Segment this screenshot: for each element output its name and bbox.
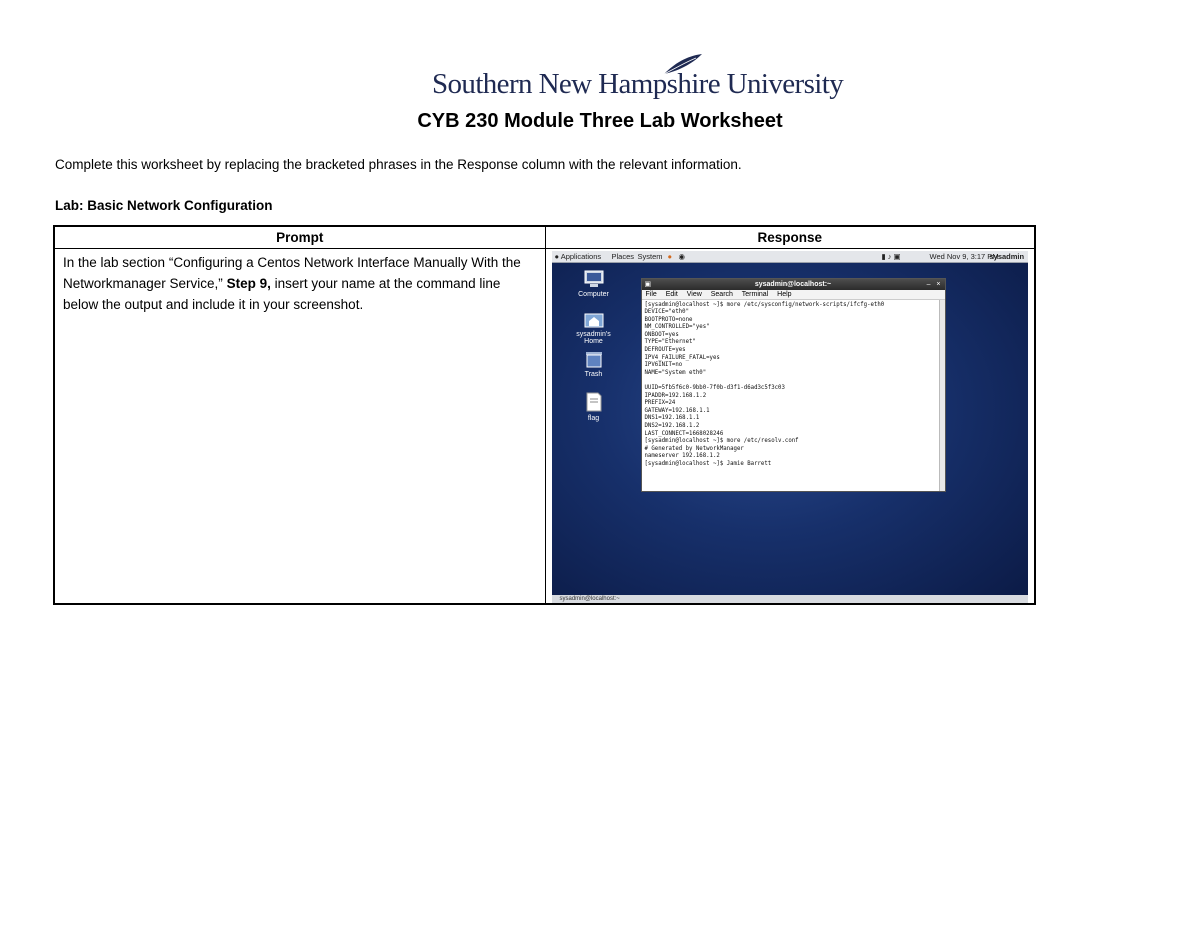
menu-edit: Edit	[665, 290, 678, 298]
desktop-icon-computer: Computer	[569, 269, 619, 298]
clock: Wed Nov 9, 3:17 PM	[929, 251, 999, 261]
top-panel	[552, 251, 1028, 263]
desktop-icon-flag: flag	[569, 391, 619, 422]
terminal-line: IPV6INIT=no	[644, 362, 683, 369]
terminal-icon: ▣	[644, 280, 652, 288]
terminal-line: [sysadmin@localhost ~]$ more /etc/sysconfig/network-scripts/ifcfg-eth0	[644, 301, 885, 308]
terminal-line: ONBOOT=yes	[644, 331, 679, 338]
lab-title: Lab: Basic Network Configuration	[55, 198, 273, 213]
close-icon: ×	[936, 280, 941, 288]
text-file-icon	[583, 391, 605, 413]
applications-menu: ● Applications	[554, 251, 602, 261]
help-icon: ◉	[678, 251, 686, 261]
prompt-cell	[54, 248, 545, 604]
terminal-line: nameserver 192.168.1.2	[644, 453, 720, 460]
trash-icon	[583, 349, 605, 369]
response-cell	[545, 248, 1035, 604]
leaf-icon	[660, 52, 704, 76]
terminal-line: GATEWAY=192.168.1.1	[644, 407, 710, 414]
instructions-text: Complete this worksheet by replacing the bracketed phrases in the Response column with the relevant information.	[55, 157, 742, 172]
terminal-output	[642, 300, 945, 471]
bottom-panel	[552, 595, 1028, 603]
terminal-line: DEVICE="eth0"	[644, 309, 690, 316]
terminal-line: LAST_CONNECT=1668028246	[644, 430, 724, 437]
terminal-line: NM_CONTROLLED="yes"	[644, 324, 710, 331]
terminal-line: UUID=5fb5f6c0-9bb0-7f0b-d3f1-d6ad3c5f3c03	[644, 385, 785, 392]
places-menu: Places	[611, 251, 635, 261]
user-name: sysadmin	[989, 251, 1025, 261]
computer-icon	[583, 269, 605, 289]
worksheet-table	[53, 225, 1036, 605]
terminal-scrollbar	[939, 300, 945, 491]
home-folder-icon	[583, 309, 605, 329]
menu-view: View	[686, 290, 702, 298]
prompt-text-end: insert your name at the command line below the output and include it in your screenshot.	[63, 275, 501, 312]
table-header-row	[54, 226, 1035, 248]
terminal-line: PREFIX=24	[644, 400, 676, 407]
terminal-window	[641, 278, 946, 492]
terminal-menubar	[642, 290, 945, 300]
menu-file: File	[645, 290, 657, 298]
page-title: CYB 230 Module Three Lab Worksheet	[417, 110, 783, 132]
menu-search: Search	[710, 290, 733, 298]
terminal-line: IPV4_FAILURE_FATAL=yes	[644, 354, 720, 361]
university-logo	[432, 52, 844, 104]
terminal-title: sysadmin@localhost:~	[754, 280, 832, 288]
desktop-icon-trash: Trash	[569, 349, 619, 378]
terminal-line: DNS2=192.168.1.2	[644, 423, 700, 429]
menu-help: Help	[777, 290, 792, 298]
terminal-line	[645, 377, 942, 385]
prompt-text-start: In the lab section “Configuring a Centos Network Interface Manually With the Networkmanager Service,”	[63, 254, 521, 291]
terminal-line: NAME="System eth0"	[644, 369, 707, 376]
terminal-line: DEFROUTE=yes	[644, 347, 686, 354]
terminal-line: TYPE="Ethernet"	[644, 339, 696, 346]
minimize-icon: –	[926, 280, 931, 288]
terminal-line: # Generated by NetworkManager	[644, 445, 744, 452]
prompt-step-label: Step 9,	[226, 275, 271, 291]
tray-icons: ▮ ♪ ▣	[881, 251, 901, 261]
firefox-icon: ●	[667, 251, 673, 261]
taskbar-item: sysadmin@localhost:~	[559, 595, 620, 602]
desktop-screenshot	[552, 251, 1028, 603]
terminal-line: DNS1=192.168.1.1	[644, 415, 700, 422]
response-column-header: Response	[545, 226, 1035, 248]
table-row	[54, 248, 1035, 604]
logo-text: Southern New Hampshire University	[432, 68, 844, 100]
desktop-icon-home: sysadmin's Home	[569, 309, 619, 345]
menu-terminal: Terminal	[741, 290, 769, 298]
system-menu: System	[637, 251, 663, 261]
terminal-line: IPADDR=192.168.1.2	[644, 392, 707, 399]
prompt-text	[55, 249, 545, 318]
terminal-line: BOOTPROTO=none	[644, 316, 693, 323]
prompt-column-header: Prompt	[54, 226, 545, 248]
terminal-titlebar	[642, 279, 945, 290]
terminal-line: [sysadmin@localhost ~]$ Jamie Barrett	[644, 460, 772, 467]
terminal-line: [sysadmin@localhost ~]$ more /etc/resolv.conf	[644, 438, 799, 445]
